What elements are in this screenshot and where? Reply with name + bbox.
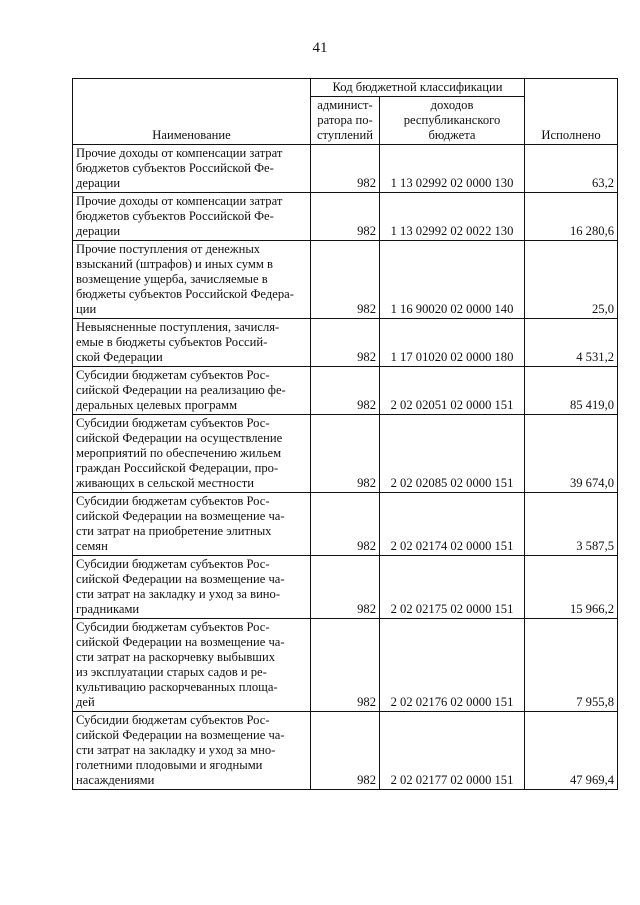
row-name-line: сийской Федерации на возмещение ча- (76, 635, 285, 649)
row-name-line: сийской Федерации на возмещение ча- (76, 509, 285, 523)
header-admin (311, 97, 380, 145)
row-name-cell (73, 712, 311, 790)
row-income-code: 2 02 02175 02 0000 151 (380, 556, 525, 619)
row-name-line: возмещение ущерба, зачисляемые в (76, 272, 268, 286)
row-income-code: 1 17 01020 02 0000 180 (380, 319, 525, 367)
row-executed-value: 63,2 (525, 145, 618, 193)
row-name-line: Субсидии бюджетам субъектов Рос- (76, 368, 270, 382)
table-body (73, 145, 618, 790)
header-name: Наименование (73, 79, 311, 145)
row-executed-value: 3 587,5 (525, 493, 618, 556)
row-name-line: семян (76, 539, 108, 553)
row-name-cell (73, 319, 311, 367)
table-row (73, 319, 618, 367)
row-name-line: дерации (76, 224, 121, 238)
row-income-code: 2 02 02051 02 0000 151 (380, 367, 525, 415)
row-name-line: взысканий (штрафов) и иных сумм в (76, 257, 273, 271)
row-name-line: ции (76, 302, 97, 316)
row-name-line: живающих в сельской местности (76, 476, 254, 490)
row-income-code: 2 02 02177 02 0000 151 (380, 712, 525, 790)
row-executed-value: 16 280,6 (525, 193, 618, 241)
table-row (73, 493, 618, 556)
table-row (73, 712, 618, 790)
row-name-line: Прочие доходы от компенсации затрат (76, 146, 283, 160)
row-name-line: деральных целевых программ (76, 398, 238, 412)
row-name-line: сийской Федерации на реализацию фе- (76, 383, 286, 397)
row-income-code: 1 13 02992 02 0000 130 (380, 145, 525, 193)
table-row (73, 556, 618, 619)
row-name-line: бюджеты субъектов Российской Федера- (76, 287, 294, 301)
row-income-code: 2 02 02176 02 0000 151 (380, 619, 525, 712)
row-name-line: культивацию раскорчеванных площа- (76, 680, 278, 694)
row-name-line: мероприятий по обеспечению жильем (76, 446, 282, 460)
row-executed-value: 25,0 (525, 241, 618, 319)
table-row (73, 367, 618, 415)
row-name-line: Субсидии бюджетам субъектов Рос- (76, 620, 270, 634)
row-executed-value: 47 969,4 (525, 712, 618, 790)
table-row (73, 145, 618, 193)
budget-table (72, 78, 618, 790)
table-row (73, 241, 618, 319)
row-name-line: из эксплуатации старых садов и ре- (76, 665, 267, 679)
header-income (380, 97, 525, 145)
row-name-line: сти затрат на закладку и уход за вино- (76, 587, 281, 601)
row-name-line: градниками (76, 602, 140, 616)
header-code-group: Код бюджетной классификации (311, 79, 525, 97)
row-name-cell (73, 556, 311, 619)
row-executed-value: 85 419,0 (525, 367, 618, 415)
row-name-line: сийской Федерации на осуществление (76, 431, 283, 445)
row-name-line: сти затрат на приобретение элитных (76, 524, 272, 538)
header-income-line: бюджета (428, 128, 476, 142)
row-name-line: бюджетов субъектов Российской Фе- (76, 209, 274, 223)
row-admin-code: 982 (311, 241, 380, 319)
row-name-line: граждан Российской Федерации, про- (76, 461, 279, 475)
row-name-line: сти затрат на раскорчевку выбывших (76, 650, 276, 664)
row-name-line: емые в бюджеты субъектов Россий- (76, 335, 268, 349)
row-name-line: дей (76, 695, 95, 709)
header-income-line: республиканского (403, 113, 501, 127)
row-admin-code: 982 (311, 619, 380, 712)
row-executed-value: 7 955,8 (525, 619, 618, 712)
row-income-code: 1 16 90020 02 0000 140 (380, 241, 525, 319)
row-name-line: Прочие доходы от компенсации затрат (76, 194, 283, 208)
row-name-cell (73, 145, 311, 193)
row-income-code: 2 02 02174 02 0000 151 (380, 493, 525, 556)
row-name-cell (73, 493, 311, 556)
row-name-line: сийской Федерации на возмещение ча- (76, 572, 285, 586)
row-name-line: Невыясненные поступления, зачисля- (76, 320, 280, 334)
row-admin-code: 982 (311, 367, 380, 415)
row-name-line: ской Федерации (76, 350, 163, 364)
table-header (73, 79, 618, 145)
row-executed-value: 39 674,0 (525, 415, 618, 493)
header-income-line: доходов (430, 98, 474, 112)
row-admin-code: 982 (311, 712, 380, 790)
table-row (73, 193, 618, 241)
row-name-line: сийской Федерации на возмещение ча- (76, 728, 285, 742)
row-admin-code: 982 (311, 556, 380, 619)
row-admin-code: 982 (311, 415, 380, 493)
table-row (73, 415, 618, 493)
row-name-line: Прочие поступления от денежных (76, 242, 261, 256)
row-admin-code: 982 (311, 145, 380, 193)
row-name-line: Субсидии бюджетам субъектов Рос- (76, 713, 270, 727)
page-number: 41 (312, 40, 328, 56)
row-executed-value: 4 531,2 (525, 319, 618, 367)
row-name-line: бюджетов субъектов Российской Фе- (76, 161, 274, 175)
row-name-line: Субсидии бюджетам субъектов Рос- (76, 494, 270, 508)
row-name-cell (73, 415, 311, 493)
row-name-cell (73, 241, 311, 319)
row-name-line: насаждениями (76, 773, 155, 787)
row-name-cell (73, 367, 311, 415)
row-name-line: дерации (76, 176, 121, 190)
row-name-line: Субсидии бюджетам субъектов Рос- (76, 416, 270, 430)
row-name-line: голетними плодовыми и ягодными (76, 758, 263, 772)
row-name-line: Субсидии бюджетам субъектов Рос- (76, 557, 270, 571)
row-name-cell (73, 193, 311, 241)
header-admin-line: ратора по- (317, 113, 373, 127)
row-income-code: 1 13 02992 02 0022 130 (380, 193, 525, 241)
header-row-top (73, 79, 618, 97)
row-admin-code: 982 (311, 493, 380, 556)
header-admin-line: ступлений (316, 128, 374, 142)
row-admin-code: 982 (311, 193, 380, 241)
row-admin-code: 982 (311, 319, 380, 367)
row-name-line: сти затрат на закладку и уход за мно- (76, 743, 276, 757)
header-admin-line: админист- (317, 98, 373, 112)
row-income-code: 2 02 02085 02 0000 151 (380, 415, 525, 493)
row-executed-value: 15 966,2 (525, 556, 618, 619)
row-name-cell (73, 619, 311, 712)
table-row (73, 619, 618, 712)
header-executed: Исполнено (525, 79, 618, 145)
